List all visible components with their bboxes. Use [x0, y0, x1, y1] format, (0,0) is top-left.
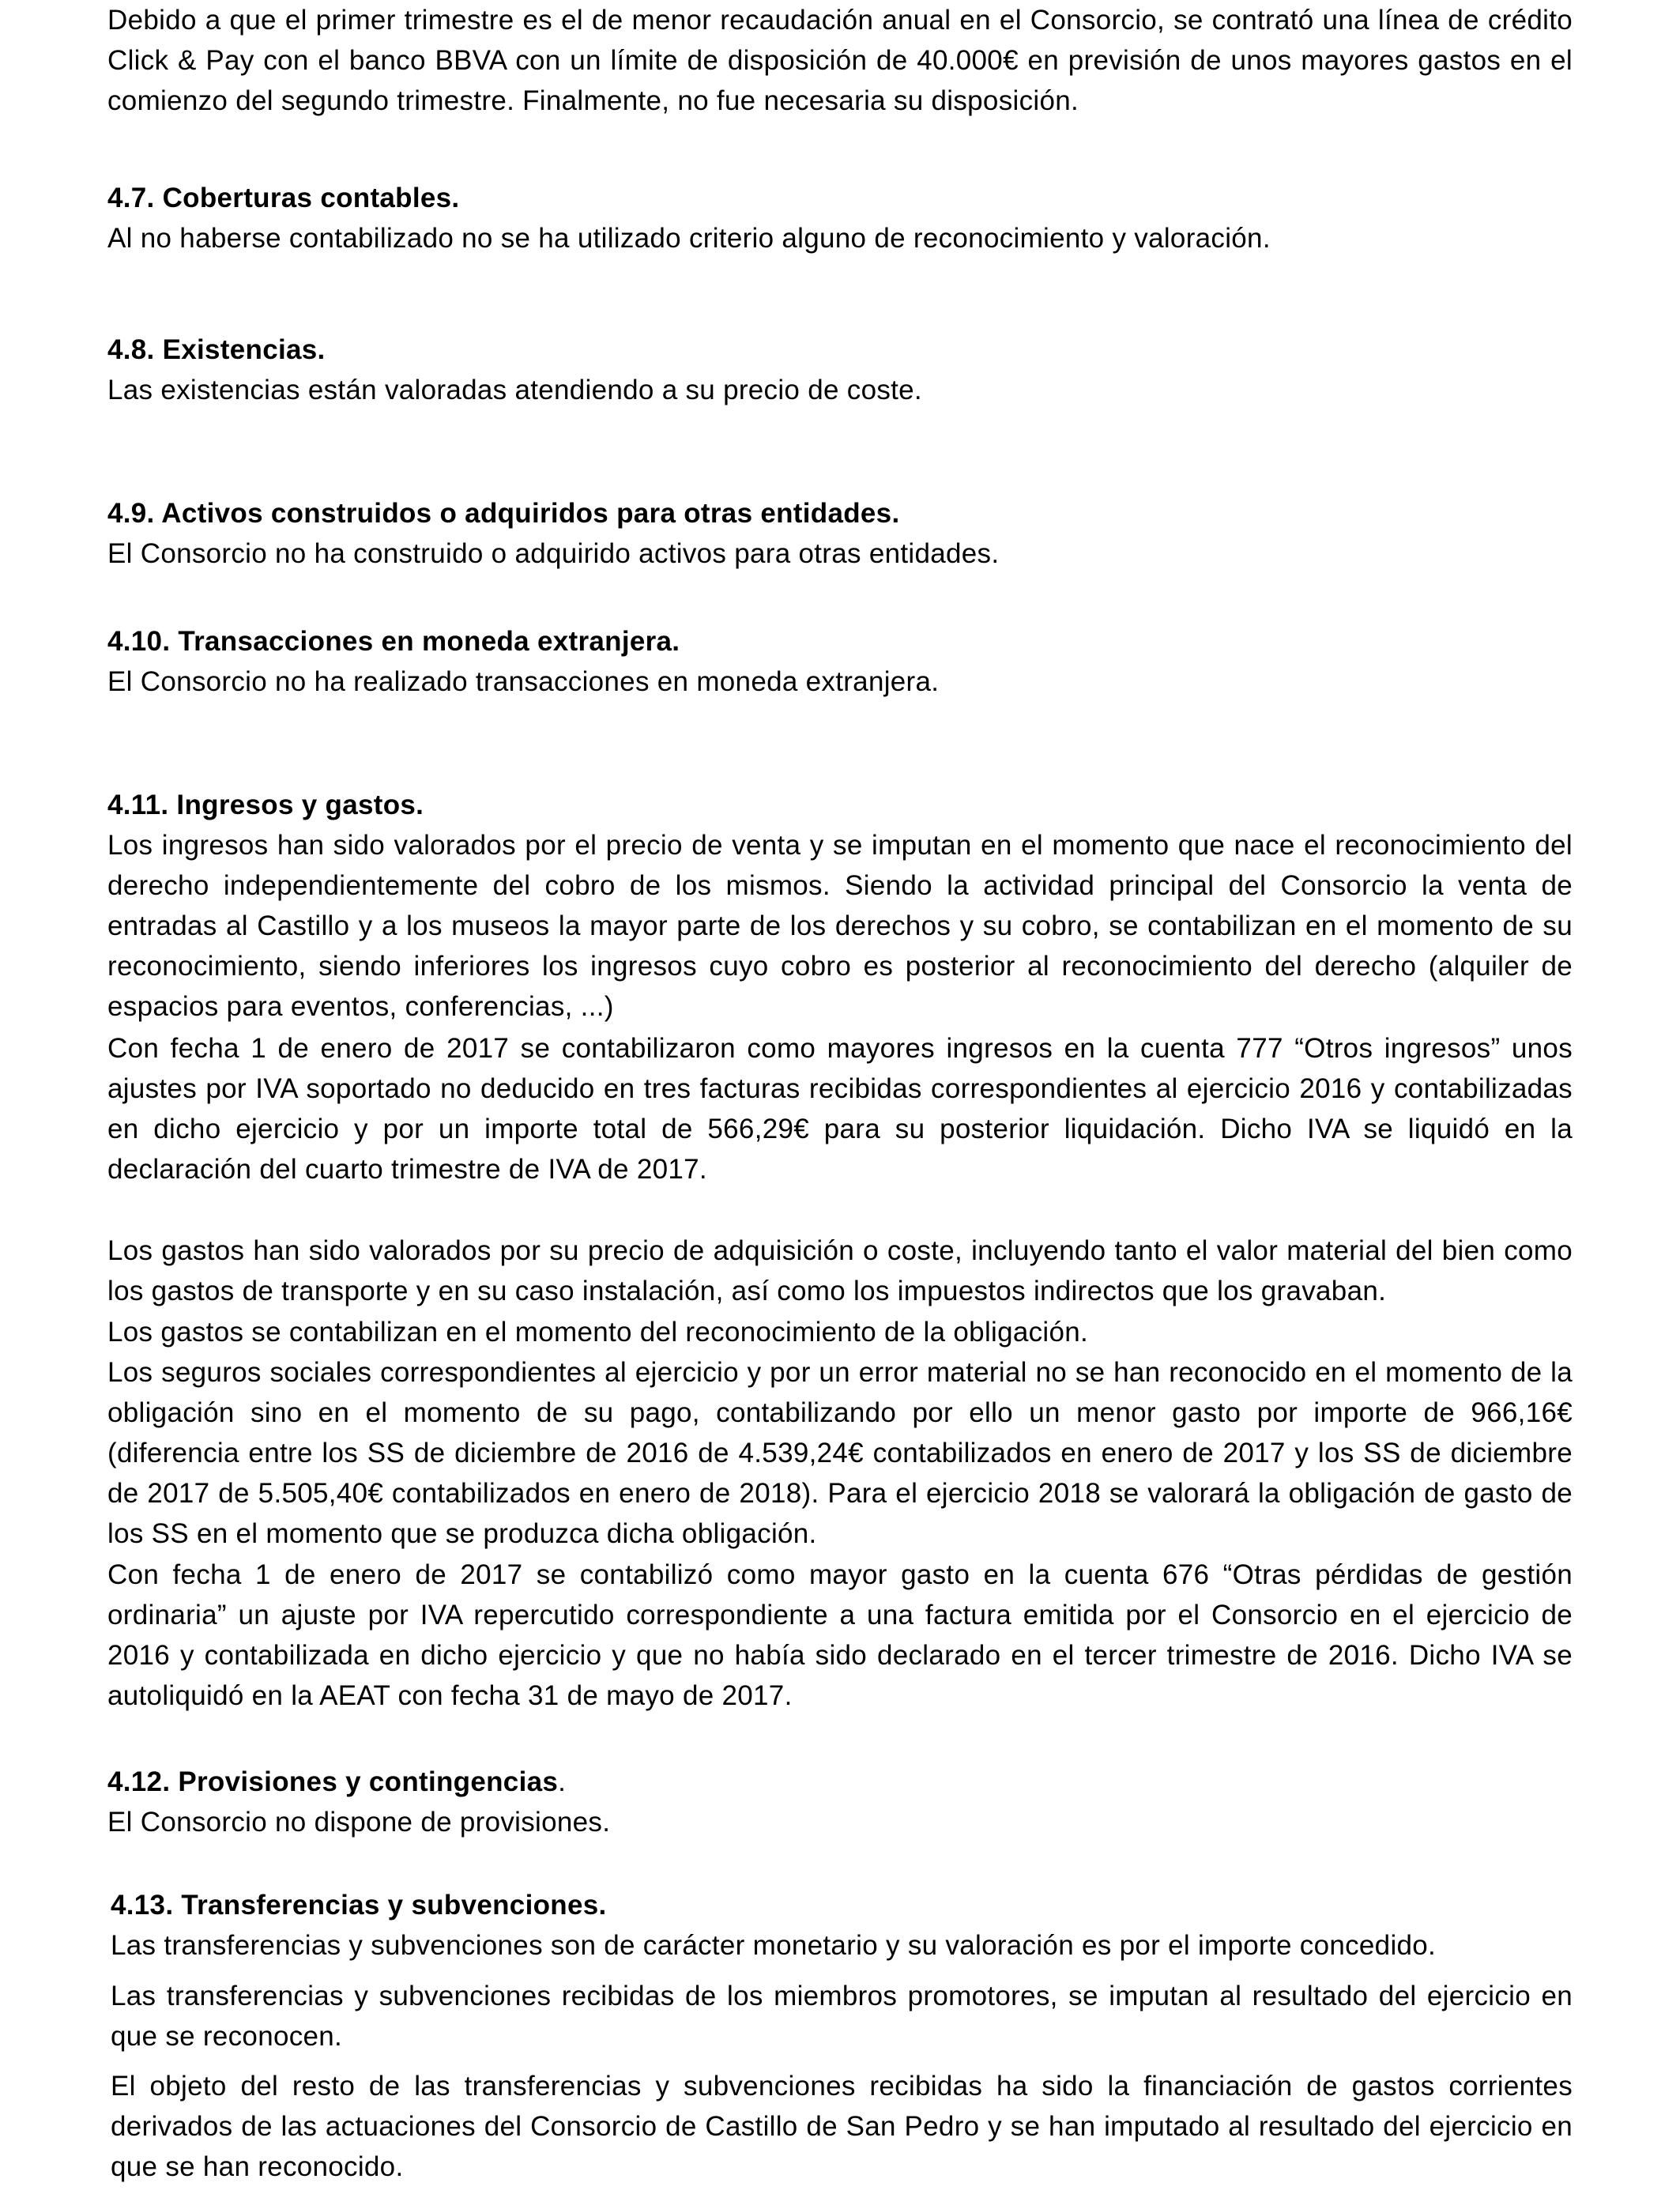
heading-4-9: 4.9. Activos construidos o adquiridos para otras entidades. [107, 498, 900, 529]
heading-4-12-text: 4.12. Provisiones y contingencias [107, 1766, 559, 1797]
body-4-8: Las existencias están valoradas atendiendo a su precio de coste. [107, 375, 922, 405]
body-4-13-p1: Las transferencias y subvenciones son de carácter monetario y su valoración es por el importe concedido. [111, 1930, 1437, 1961]
body-4-11-p2: Con fecha 1 de enero de 2017 se contabilizaron como mayores ingresos en la cuenta 777 “Otros ingresos” unos ajustes por IVA soportado no deducido en tres facturas recibidas correspondientes al ejercicio 2016 y contabilizadas en dicho ejercicio y por un importe total de 566,29€ para su posterior liquidación. Dicho IVA se liquidó en la declaración del cuarto trimestre de IVA de 2017. [107, 1033, 1573, 1185]
body-4-11-p6: Con fecha 1 de enero de 2017 se contabilizó como mayor gasto en la cuenta 676 “Otras pérdidas de gestión ordinaria” un ajuste por IVA repercutido correspondiente a una factura emitida por el Consorcio en el ejercicio de 2016 y contabilizada en dicho ejercicio y que no había sido declarado en el tercer trimestre de 2016. Dicho IVA se autoliquidó en la AEAT con fecha 31 de mayo de 2017. [107, 1559, 1573, 1711]
heading-4-8: 4.8. Existencias. [107, 334, 326, 365]
body-4-12: El Consorcio no dispone de provisiones. [107, 1807, 611, 1838]
heading-4-12 [107, 1762, 566, 1802]
intro-paragraph: Debido a que el primer trimestre es el de menor recaudación anual en el Consorcio, se contrató una línea de crédito Click & Pay con el banco BBVA con un límite de disposición de 40.000€ en previsión de unos mayores gastos en el comienzo del segundo trimestre. Finalmente, no fue necesaria su disposición. [107, 5, 1573, 116]
body-4-11-p5: Los seguros sociales correspondientes al ejercicio y por un error material no se han reconocido en el momento de la obligación sino en el momento de su pago, contabilizando por ello un menor gasto por importe de 966,16€ (diferencia entre los SS de diciembre de 2016 de 4.539,24€ contabilizados en enero de 2017 y los SS de diciembre de 2017 de 5.505,40€ contabilizados en enero de 2018). Para el ejercicio 2018 se valorará la obligación de gasto de los SS en el momento que se produzca dicha obligación. [107, 1357, 1573, 1549]
body-4-13-p2: Las transferencias y subvenciones recibidas de los miembros promotores, se imputan al resultado del ejercicio en que se reconocen. [111, 1981, 1573, 2052]
body-4-11-p3: Los gastos han sido valorados por su precio de adquisición o coste, incluyendo tanto el valor material del bien como los gastos de transporte y en su caso instalación, así como los impuestos indirectos que los gravaban. [107, 1235, 1573, 1306]
heading-4-10: 4.10. Transacciones en moneda extranjera. [107, 626, 680, 657]
body-4-9: El Consorcio no ha construido o adquirido activos para otras entidades. [107, 538, 1000, 569]
body-4-13-p3: El objeto del resto de las transferencias y subvenciones recibidas ha sido la financiación de gastos corrientes derivados de las actuaciones del Consorcio de Castillo de San Pedro y se han imputado al resultado del ejercicio en que se han reconocido. [111, 2071, 1573, 2182]
body-4-7: Al no haberse contabilizado no se ha utilizado criterio alguno de reconocimiento y valoración. [107, 223, 1271, 254]
heading-4-11: 4.11. Ingresos y gastos. [107, 790, 424, 820]
heading-4-13: 4.13. Transferencias y subvenciones. [111, 1890, 607, 1921]
body-4-10: El Consorcio no ha realizado transacciones en moneda extranjera. [107, 666, 940, 697]
heading-4-7: 4.7. Coberturas contables. [107, 183, 460, 213]
body-4-11-p1: Los ingresos han sido valorados por el precio de venta y se imputan en el momento que nace el reconocimiento del derecho independientemente del cobro de los mismos. Siendo la actividad principal del Consorcio la venta de entradas al Castillo y a los museos la mayor parte de los derechos y su cobro, se contabilizan en el momento de su reconocimiento, siendo inferiores los ingresos cuyo cobro es posterior al reconocimiento del derecho (alquiler de espacios para eventos, conferencias, ...) [107, 830, 1573, 1022]
heading-4-12-trail: . [558, 1766, 567, 1797]
body-4-11-p4: Los gastos se contabilizan en el momento del reconocimiento de la obligación. [107, 1317, 1089, 1348]
